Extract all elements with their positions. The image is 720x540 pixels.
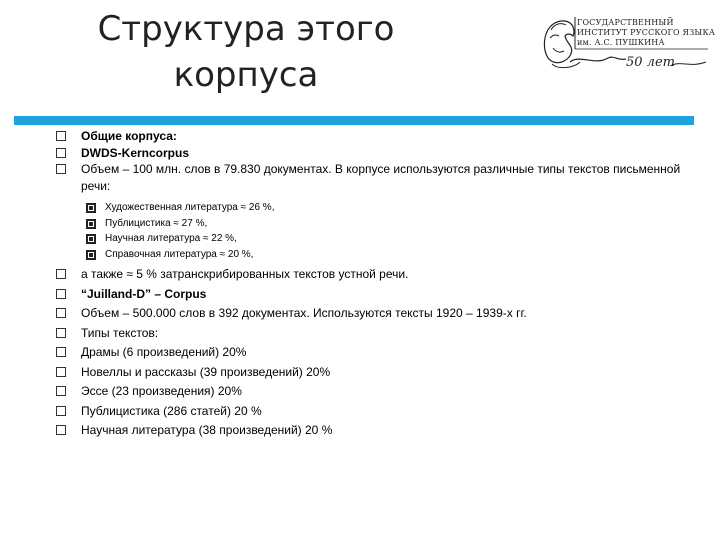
list-item bbox=[54, 325, 694, 342]
list-item bbox=[54, 344, 694, 361]
list-item-text: Новеллы и рассказы (39 произведений) 20% bbox=[81, 364, 331, 379]
checkbox-bullet-icon bbox=[56, 425, 66, 435]
slide-title-line-1: Структура этого bbox=[97, 9, 395, 49]
list-item-text: Научная литература (38 произведений) 20 % bbox=[81, 423, 333, 437]
list-item bbox=[54, 128, 694, 145]
logo-anniversary: 50 лет bbox=[626, 55, 675, 70]
list-item-text: Объем – 500.000 слов в 392 документах. Используются тексты 1920 – 1939-х гг. bbox=[81, 306, 527, 320]
sub-list-item-text: Публицистика ≈ 27 %, bbox=[105, 217, 208, 229]
sub-list bbox=[54, 200, 694, 262]
checkbox-bullet-icon bbox=[56, 131, 66, 141]
checkbox-bullet-icon bbox=[56, 308, 66, 318]
filled-square-bullet-icon bbox=[86, 234, 96, 244]
checkbox-bullet-icon bbox=[56, 367, 66, 377]
logo-line-1: ГОСУДАРСТВЕННЫЙ bbox=[577, 18, 674, 27]
list-item-text: “Juilland-D” – Corpus bbox=[81, 286, 207, 301]
checkbox-bullet-icon bbox=[56, 289, 66, 299]
list-item-text: Публицистика (286 статей) 20 % bbox=[81, 403, 262, 418]
list-item bbox=[54, 403, 694, 420]
list-item-text: DWDS-Kerncorpus bbox=[81, 145, 190, 160]
checkbox-bullet-icon bbox=[56, 386, 66, 396]
checkbox-bullet-icon bbox=[56, 164, 66, 174]
list-item-text: Общие корпуса: bbox=[81, 129, 177, 143]
list-item-text: Драмы (6 произведений) 20% bbox=[81, 345, 247, 359]
logo-line-3: им. А.С. ПУШКИНА bbox=[577, 38, 665, 47]
list-item bbox=[54, 145, 694, 162]
sub-list-item-text: Художественная литература ≈ 26 %, bbox=[105, 202, 275, 213]
checkbox-bullet-icon bbox=[56, 148, 66, 158]
sub-list-item bbox=[54, 216, 694, 232]
filled-square-bullet-icon bbox=[86, 203, 96, 213]
list-item bbox=[54, 286, 694, 303]
logo-line-2: ИНСТИТУТ РУССКОГО ЯЗЫКА bbox=[577, 28, 716, 37]
sub-list-item bbox=[54, 247, 694, 263]
accent-bar bbox=[14, 116, 694, 125]
list-item-text: а также ≈ 5 % затранскрибированных текстов устной речи. bbox=[81, 267, 409, 281]
list-item-text: Эссе (23 произведения) 20% bbox=[81, 384, 242, 398]
checkbox-bullet-icon bbox=[56, 328, 66, 338]
slide-title bbox=[96, 6, 396, 98]
list-item-text: Объем – 100 млн. слов в 79.830 документах. В корпусе используются различные типы текстов письменной речи: bbox=[81, 162, 681, 193]
list-item-text: Типы текстов: bbox=[81, 325, 159, 340]
list-item bbox=[54, 266, 694, 283]
sub-list-item-text: Научная литература ≈ 22 %, bbox=[105, 233, 237, 244]
list-item bbox=[54, 305, 694, 322]
list-item bbox=[54, 161, 694, 194]
list-item bbox=[54, 422, 694, 439]
checkbox-bullet-icon bbox=[56, 406, 66, 416]
institute-logo bbox=[540, 14, 716, 74]
sub-list-item bbox=[54, 200, 694, 216]
list-item bbox=[54, 383, 694, 400]
list-item bbox=[54, 364, 694, 381]
bullet-list bbox=[54, 128, 694, 439]
sub-list-item bbox=[54, 231, 694, 247]
slide-title-line-2: корпуса bbox=[173, 55, 319, 95]
filled-square-bullet-icon bbox=[86, 250, 96, 260]
filled-square-bullet-icon bbox=[86, 219, 96, 229]
checkbox-bullet-icon bbox=[56, 347, 66, 357]
checkbox-bullet-icon bbox=[56, 269, 66, 279]
sub-list-item-text: Справочная литература ≈ 20 %, bbox=[105, 248, 254, 260]
